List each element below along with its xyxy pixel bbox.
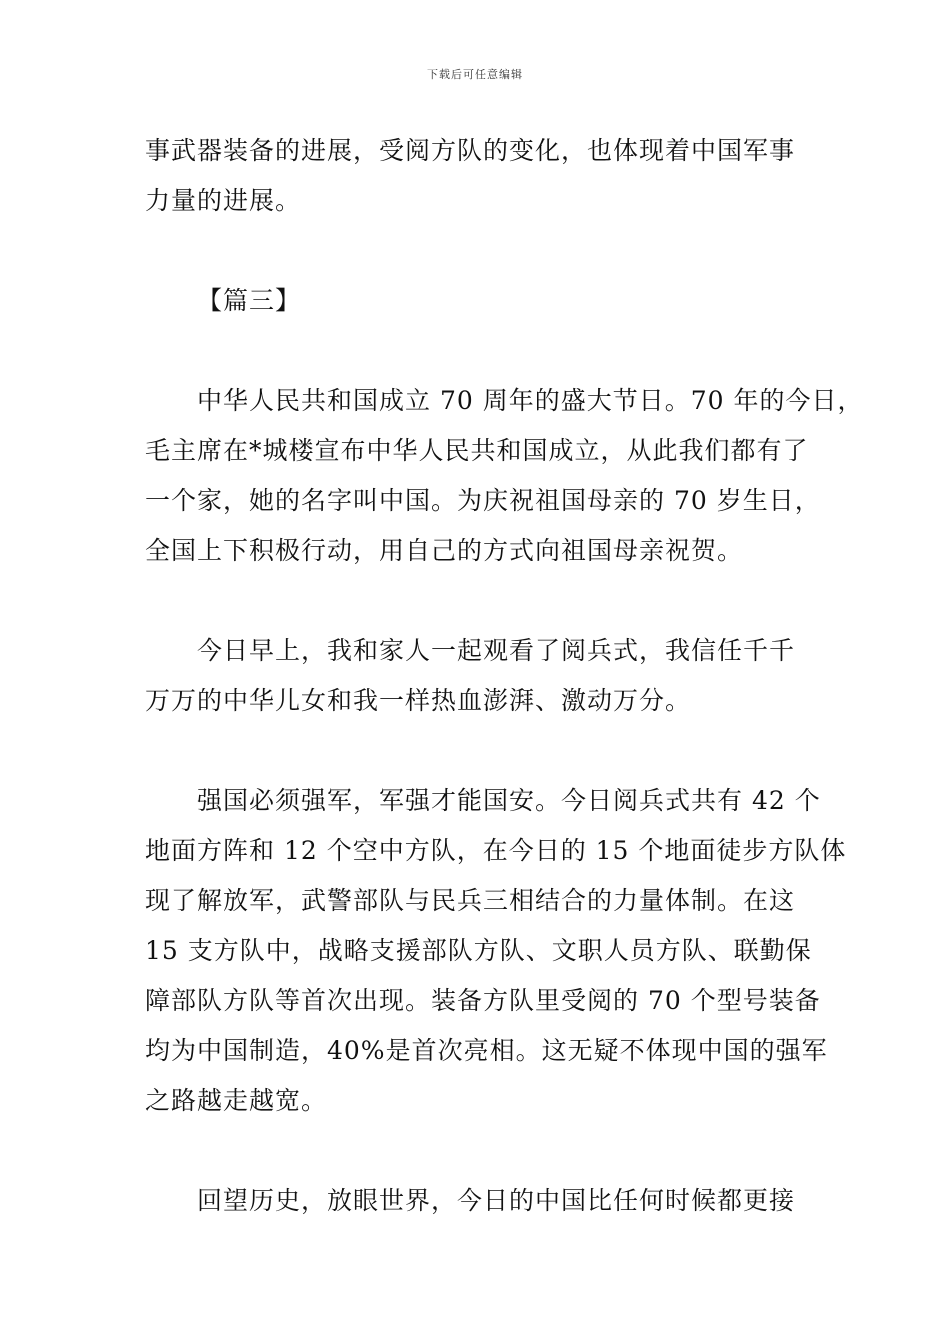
section-title: 【篇三】 [197,286,302,315]
page-header: 下载后可任意编辑 [427,68,523,81]
paragraph-line: 力量的进展。 [145,186,302,215]
paragraph-line: 均为中国制造，40%是首次亮相。这无疑不体现中国的强军 [145,1036,828,1065]
paragraph-line: 全国上下积极行动，用自己的方式向祖国母亲祝贺。 [145,536,744,565]
paragraph-line: 强国必须强军，军强才能国安。今日阅兵式共有 42 个 [197,786,821,815]
paragraph-line: 万万的中华儿女和我一样热血澎湃、激动万分。 [145,686,692,715]
paragraph-line: 现了解放军，武警部队与民兵三相结合的力量体制。在这 [145,886,796,915]
paragraph-line: 之路越走越宽。 [145,1086,328,1115]
paragraph-line: 今日早上，我和家人一起观看了阅兵式，我信任千千 [197,636,796,665]
paragraph-line: 回望历史，放眼世界，今日的中国比任何时候都更接 [197,1186,796,1215]
paragraph-line: 地面方阵和 12 个空中方队，在今日的 15 个地面徒步方队体 [145,836,847,865]
paragraph-line: 事武器装备的进展，受阅方队的变化，也体现着中国军事 [145,136,796,165]
paragraph-line: 障部队方队等首次出现。装备方队里受阅的 70 个型号装备 [145,986,821,1015]
paragraph-line: 中华人民共和国成立 70 周年的盛大节日。70 年的今日， [197,386,864,415]
document-body [145,126,864,1226]
paragraph-line: 毛主席在*城楼宣布中华人民共和国成立，从此我们都有了 [145,436,809,465]
paragraph-line: 15 支方队中，战略支援部队方队、文职人员方队、联勤保 [145,936,812,965]
paragraph-line: 一个家，她的名字叫中国。为庆祝祖国母亲的 70 岁生日， [145,486,821,515]
